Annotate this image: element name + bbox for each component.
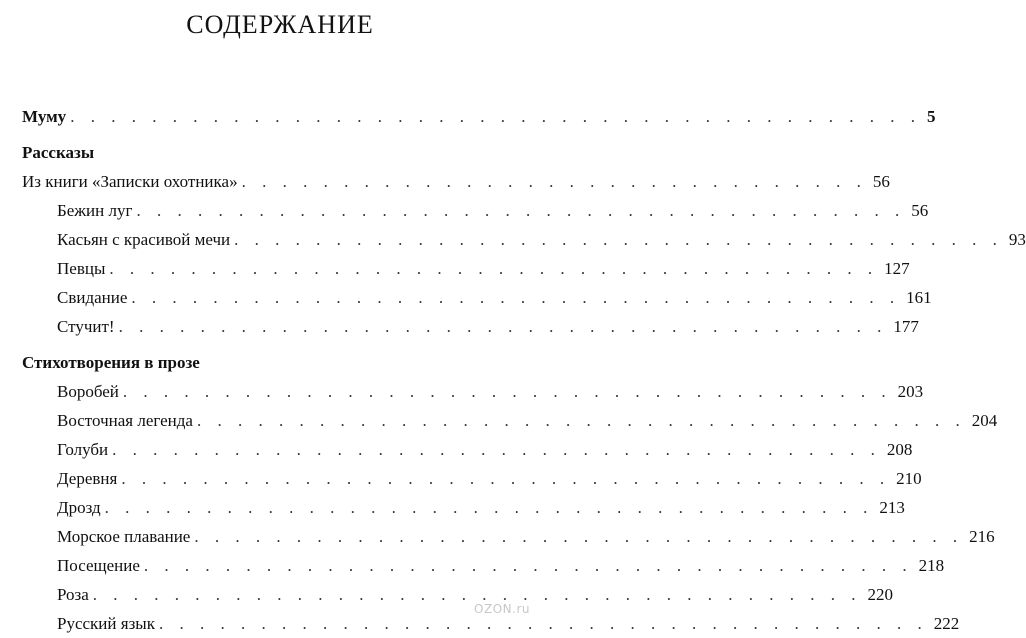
toc-entry-label: Посещение <box>57 556 140 575</box>
toc-entry-page: 127 <box>884 259 910 278</box>
toc-entry-page: 203 <box>897 382 924 401</box>
toc-entry-page: 204 <box>971 411 998 430</box>
toc-entry-page: 222 <box>933 614 960 633</box>
toc-entry-page: 216 <box>969 527 995 546</box>
toc-entry-label: Голуби <box>57 440 109 459</box>
toc-entry-page: 208 <box>886 440 913 459</box>
toc-entry <box>22 406 998 435</box>
section-heading-stories: Рассказы <box>22 143 95 162</box>
dot-leader: . . . . . . . . . . . . . . . . . . . . . . . . . . . . . . . . . . . . . . <box>122 382 892 401</box>
toc-entry-mumu <box>22 102 936 131</box>
toc-entry <box>22 522 995 551</box>
page-title: СОДЕРЖАНИЕ <box>186 10 374 39</box>
dot-leader: . . . . . . . . . . . . . . . . . . . . . . . . . . . . . . . . . . . . . . <box>158 614 928 633</box>
dot-leader: . . . . . . . . . . . . . . . . . . . . . . . . . . . . . . . . . . . . . . <box>112 440 881 459</box>
toc-entry-page: 213 <box>879 498 905 517</box>
toc-entry-label: Певцы <box>57 259 106 278</box>
dot-leader: . . . . . . . . . . . . . . . . . . . . . . . . . . . . . . . . . . . . . . <box>121 469 891 488</box>
toc-entry-page: 177 <box>893 317 919 336</box>
dot-leader: . . . . . . . . . . . . . . . . . . . . . . . . . . . . . . . . . . . . . . <box>136 201 906 220</box>
toc-entry <box>22 580 894 609</box>
dot-leader: . . . . . . . . . . . . . . . . . . . . . . . . . . . . . . . . . . . . . . <box>194 527 964 546</box>
dot-leader: . . . . . . . . . . . . . . . . . . . . . . . . . . . . . . . . . . . . . . <box>143 556 913 575</box>
toc-entry-page: 218 <box>918 556 945 575</box>
section-heading-poems: Стихотворения в прозе <box>22 353 200 372</box>
dot-leader: . . . . . . . . . . . . . . . . . . . . . . . . . . . . . . . . . . . . . . <box>104 498 874 517</box>
dot-leader: . . . . . . . . . . . . . . . . . . . . . . . . . . . . . . . . . . . . . . . . . . <box>70 107 921 126</box>
toc-entry <box>22 609 960 638</box>
dot-leader: . . . . . . . . . . . . . . . . . . . . . . . . . . . . . . . . . . . . . . <box>234 230 1003 249</box>
toc-entry-label: Бежин луг <box>57 201 133 220</box>
table-of-contents <box>22 102 1026 638</box>
dot-leader: . . . . . . . . . . . . . . . . . . . . . . . . . . . . . . . . . . . . . . <box>109 259 879 278</box>
toc-entry <box>22 283 932 312</box>
toc-entry <box>22 464 922 493</box>
toc-entry <box>22 312 919 341</box>
dot-leader: . . . . . . . . . . . . . . . . . . . . . . . . . . . . . . . <box>241 172 867 191</box>
ozon-watermark: OZON.ru <box>474 602 530 616</box>
toc-entry-label: Стучит! <box>57 317 115 336</box>
toc-entry-zapiski <box>22 167 890 196</box>
toc-entry-page: 220 <box>867 585 894 604</box>
toc-entry-label: Муму <box>22 107 67 126</box>
toc-entry-page: 210 <box>896 469 922 488</box>
toc-entry-page: 5 <box>926 107 936 126</box>
toc-entry-page: 56 <box>911 201 929 220</box>
toc-entry-label: Воробей <box>57 382 119 401</box>
toc-entry-label: Дрозд <box>57 498 101 517</box>
dot-leader: . . . . . . . . . . . . . . . . . . . . . . . . . . . . . . . . . . . . . . <box>92 585 862 604</box>
toc-entry-label: Деревня <box>57 469 118 488</box>
toc-entry-label: Свидание <box>57 288 128 307</box>
dot-leader: . . . . . . . . . . . . . . . . . . . . . . . . . . . . . . . . . . . . . . <box>196 411 966 430</box>
toc-entry-label: Восточная легенда <box>57 411 193 430</box>
toc-entry <box>22 196 929 225</box>
dot-leader: . . . . . . . . . . . . . . . . . . . . . . . . . . . . . . . . . . . . . . <box>118 317 888 336</box>
dot-leader: . . . . . . . . . . . . . . . . . . . . . . . . . . . . . . . . . . . . . . <box>131 288 901 307</box>
toc-entry <box>22 254 910 283</box>
toc-entry-label: Роза <box>57 585 89 604</box>
toc-entry-page: 161 <box>906 288 932 307</box>
toc-entry-label: Из книги «Записки охотника» <box>22 172 238 191</box>
toc-entry-page: 93 <box>1008 230 1026 249</box>
toc-entry-label: Касьян с красивой мечи <box>57 230 231 249</box>
toc-entry-label: Морское плавание <box>57 527 191 546</box>
toc-entry <box>22 377 924 406</box>
toc-entry-page: 56 <box>872 172 890 191</box>
toc-entry <box>22 493 905 522</box>
toc-entry <box>22 551 945 580</box>
toc-entry <box>22 225 1026 254</box>
toc-entry <box>22 435 913 464</box>
toc-entry-label: Русский язык <box>57 614 155 633</box>
